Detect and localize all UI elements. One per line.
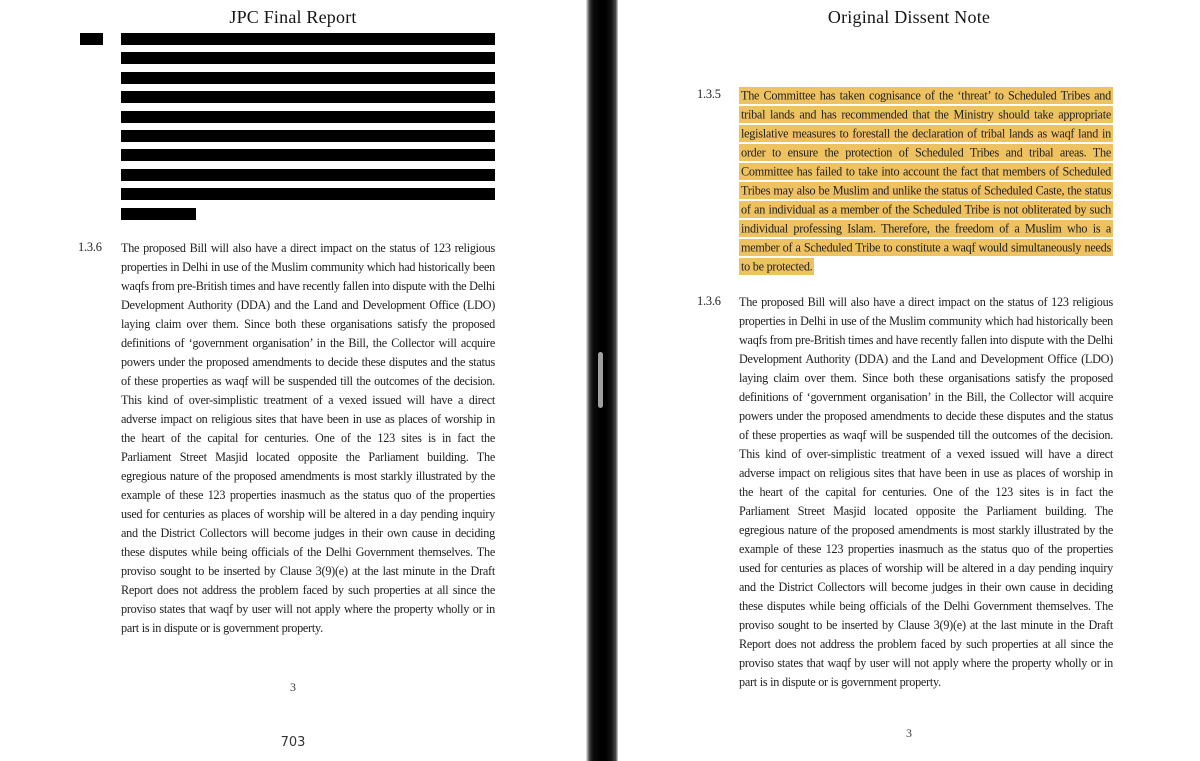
- redacted-line: [121, 149, 495, 161]
- page-number: 3: [290, 680, 296, 694]
- divider-grip-icon[interactable]: [598, 352, 603, 408]
- redacted-line: [121, 72, 495, 84]
- redacted-line: [121, 208, 196, 220]
- pdf-page-number: 703: [280, 735, 306, 750]
- redacted-paragraph-number-block: [80, 33, 103, 45]
- page-title: Original Dissent Note: [827, 7, 991, 27]
- redacted-line: [121, 33, 495, 45]
- redacted-line: [121, 169, 495, 181]
- redacted-line: [121, 188, 495, 200]
- paragraph-number: 1.3.6: [78, 240, 102, 254]
- redacted-line: [121, 111, 495, 123]
- paragraph-1-3-6-text: The proposed Bill will also have a direct impact on the status of 123 religious properties in Delhi in use of the Muslim community which had historically been waqfs from pre-British times and have recently fallen into dispute with the Delhi Development Authority (DDA) and the Land and Development Office (LDO) laying claim over them. Since both these organisations satisfy the proposed definitions of ‘government organisation’ in the Bill, the Collector will acquire powers under the proposed amendments to decide these disputes and the status of these properties as waqf will be suspended till the outcomes of the decision. This kind of over-simplistic treatment of a vexed issued will have a direct adverse impact on religious sites that have been in use as places of worship in the heart of the capital for centuries. One of the 123 sites is in fact the Parliament Street Masjid located opposite the Parliament building. The egregious nature of the proposed amendments is most starkly illustrated by the example of these 123 properties inasmuch as the status quo of the properties used for centuries as places of worship will be altered in a day pending inquiry and the District Collectors will become judges in their own cause in deciding these disputes while being officials of the Delhi Government themselves. The proviso sought to be inserted by Clause 3(9)(e) at the last minute in the Draft Report does not address the problem faced by such properties at all since the proviso states that waqf by user will not apply where the property wholly or in part is in dispute or is government property.: [739, 295, 1113, 689]
- paragraph-number: 1.3.6: [697, 294, 721, 308]
- paragraph-1-3-6-text: The proposed Bill will also have a direct impact on the status of 123 religious properties in Delhi in use of the Muslim community which had historically been waqfs from pre-British times and have recently fallen into dispute with the Delhi Development Authority (DDA) and the Land and Development Office (LDO) laying claim over them. Since both these organisations satisfy the proposed definitions of ‘government organisation’ in the Bill, the Collector will acquire powers under the proposed amendments to decide these disputes and the status of these properties as waqf will be suspended till the outcomes of the decision. This kind of over-simplistic treatment of a vexed issued will have a direct adverse impact on religious sites that have been in use as places of worship in the heart of the capital for centuries. One of the 123 sites is in fact the Parliament Street Masjid located opposite the Parliament building. The egregious nature of the proposed amendments is most starkly illustrated by the example of these 123 properties inasmuch as the status quo of the properties used for centuries as places of worship will be altered in a day pending inquiry and the District Collectors will become judges in their own cause in deciding these disputes while being officials of the Delhi Government themselves. The proviso sought to be inserted by Clause 3(9)(e) at the last minute in the Draft Report does not address the problem faced by such properties at all since the proviso states that waqf by user will not apply where the property wholly or in part is in dispute or is government property.: [121, 241, 495, 635]
- paragraph-number: 1.3.5: [697, 87, 721, 101]
- page-title: JPC Final Report: [229, 7, 357, 27]
- redacted-line: [121, 130, 495, 142]
- highlight-span: The Committee has taken cognisance of the ‘threat’ to Scheduled Tribes and tribal lands and has recommended that the Ministry should take appropriate legislative measures to forestall the declaration of tribal lands as waqf land in order to ensure the protection of Scheduled Tribes and tribal areas. The Committee has failed to take into account the fact that members of Scheduled Tribes may also be Muslim and unlike the status of Scheduled Caste, the status of an individual as a member of the Scheduled Tribe is not obliterated by such individual professing Islam. Therefore, the freedom of a Muslim who is a member of a Scheduled Tribe to constitute a waqf would simultaneously needs to be protected.: [741, 88, 1111, 273]
- highlighted-paragraph-1-3-5: [739, 86, 1113, 276]
- redaction-lines: [121, 33, 495, 227]
- original-dissent-note-page: [618, 0, 1200, 761]
- redacted-line: [121, 52, 495, 64]
- page-number: 3: [906, 726, 912, 740]
- redacted-line: [121, 91, 495, 103]
- center-divider: [586, 0, 618, 761]
- jpc-final-report-page: [0, 0, 586, 761]
